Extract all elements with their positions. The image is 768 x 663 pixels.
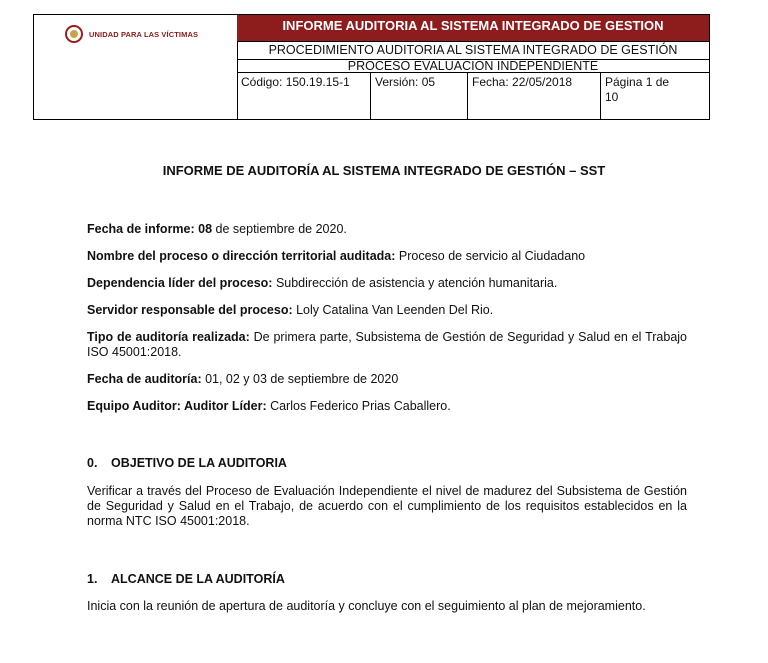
field-process-name: Nombre del proceso o dirección territorial auditada: Proceso de servicio al Ciudadano [87, 249, 586, 263]
header-meta-row [237, 73, 709, 119]
field-report-date: Fecha de informe: 08 de septiembre de 2020. [87, 222, 347, 236]
header-version: Versión: 05 [371, 73, 468, 119]
field-audit-team: Equipo Auditor: Auditor Líder: Carlos Federico Prias Caballero. [87, 399, 451, 413]
header-page [601, 73, 709, 119]
header-procedure: PROCEDIMIENTO AUDITORIA AL SISTEMA INTEGRADO DE GESTIÓN [237, 42, 709, 60]
field-lead-department: Dependencia líder del proceso: Subdirección de asistencia y atención humanitaria. [87, 276, 558, 290]
section-scope-text: Inicia con la reunión de apertura de auditoría y concluye con el seguimiento al plan de mejoramiento. [87, 599, 646, 613]
organization-logo [65, 25, 198, 43]
coat-of-arms-icon [65, 25, 83, 43]
header-process: PROCESO EVALUACIÒN INDEPENDIENTE [237, 60, 709, 73]
header-page-total: 10 [605, 90, 619, 104]
logo-text: UNIDAD PARA LAS VÍCTIMAS [89, 29, 199, 39]
header-title: INFORME AUDITORIA AL SISTEMA INTEGRADO DE GESTION [237, 15, 709, 42]
field-responsible-officer: Servidor responsable del proceso: Loly Catalina Van Leenden Del Rio. [87, 303, 494, 317]
document-title: INFORME DE AUDITORÍA AL SISTEMA INTEGRADO DE GESTIÓN – SST [162, 163, 606, 178]
section-title: ALCANCE DE LA AUDITORÍA [111, 572, 285, 586]
field-audit-type: Tipo de auditoría realizada: De primera parte, Subsistema de Gestión de Seguridad y Salud en el Trabajo ISO 45001:2018. [87, 330, 687, 359]
section-number: 0. [87, 456, 98, 470]
header-code: Código: 150.19.15-1 [237, 73, 371, 119]
section-scope-heading [87, 572, 285, 586]
section-objective-heading [87, 456, 287, 470]
section-title: OBJETIVO DE LA AUDITORIA [111, 456, 287, 470]
document-header [33, 14, 710, 120]
logo-cell [34, 15, 238, 119]
field-audit-date: Fecha de auditoría: 01, 02 y 03 de septiembre de 2020 [87, 372, 399, 386]
section-objective-text: Verificar a través del Proceso de Evaluación Independiente el nivel de madurez del Subsistema de Gestión de Seguridad y Salud en el Trabajo, de acuerdo con el cumplimiento de los requisitos establecidos en la norma NTC ISO 45001:2018. [87, 484, 687, 528]
header-page-label: Página 1 de [605, 75, 670, 89]
header-date: Fecha: 22/05/2018 [468, 73, 601, 119]
section-number: 1. [87, 572, 98, 586]
